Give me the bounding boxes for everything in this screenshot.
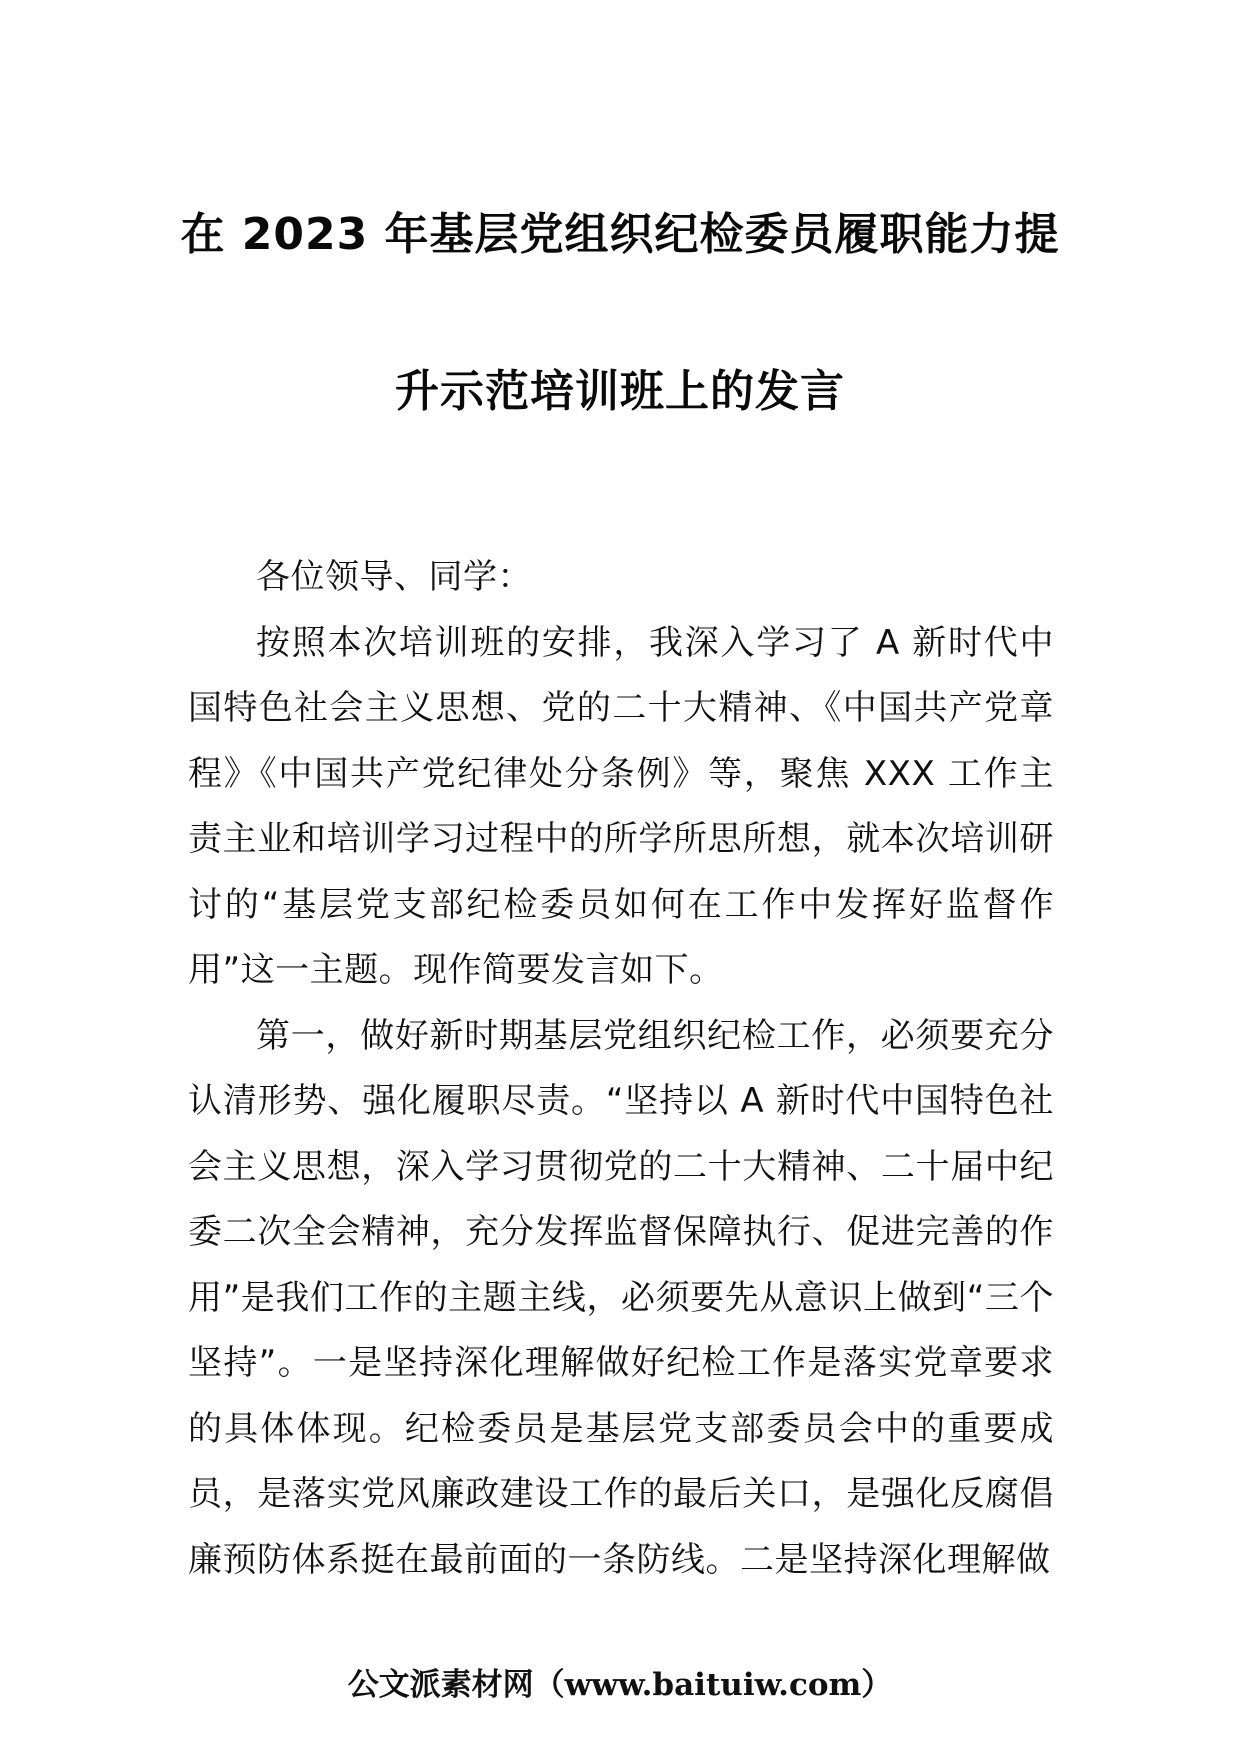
document-title-line-1: 在 2023 年基层党组织纪检委员履职能力提: [180, 209, 1060, 260]
footer-watermark: 公文派素材网（www.baituiw.com）: [347, 1667, 893, 1703]
document-title-line-2: 升示范培训班上的发言: [395, 366, 845, 417]
document-body: [188, 545, 1054, 1593]
salutation-paragraph: 各位领导、同学：: [256, 557, 532, 597]
body-paragraph-first-point: 第一，做好新时期基层党组织纪检工作，必须要充分认清形势、强化履职尽责。“坚持以 A 新时代中国特色社会主义思想，深入学习贯彻党的二十大精神、二十届中纪委二次全会精神，充分发挥监督保障执行、促进完善的作用”是我们工作的主题主线，必须要先从意识上做到“三个坚持”。一是坚持深化理解做好纪检工作是落实党章要求的具体体现。纪检委员是基层党支部委员会中的重要成员，是落实党风廉政建设工作的最后关口，是强化反腐倡廉预防体系挺在最前面的一条防线。二是坚持深化理解做: [188, 1015, 1054, 1580]
body-paragraph-intro: 按照本次培训班的安排，我深入学习了 A 新时代中国特色社会主义思想、党的二十大精神、《中国共产党章程》《中国共产党纪律处分条例》等，聚焦 XXX 工作主责主业和培训学习过程中的所学所思所想，就本次培训研讨的“基层党支部纪检委员如何在工作中发挥好监督作用”这一主题。现作简要发言如下。: [188, 622, 1054, 990]
